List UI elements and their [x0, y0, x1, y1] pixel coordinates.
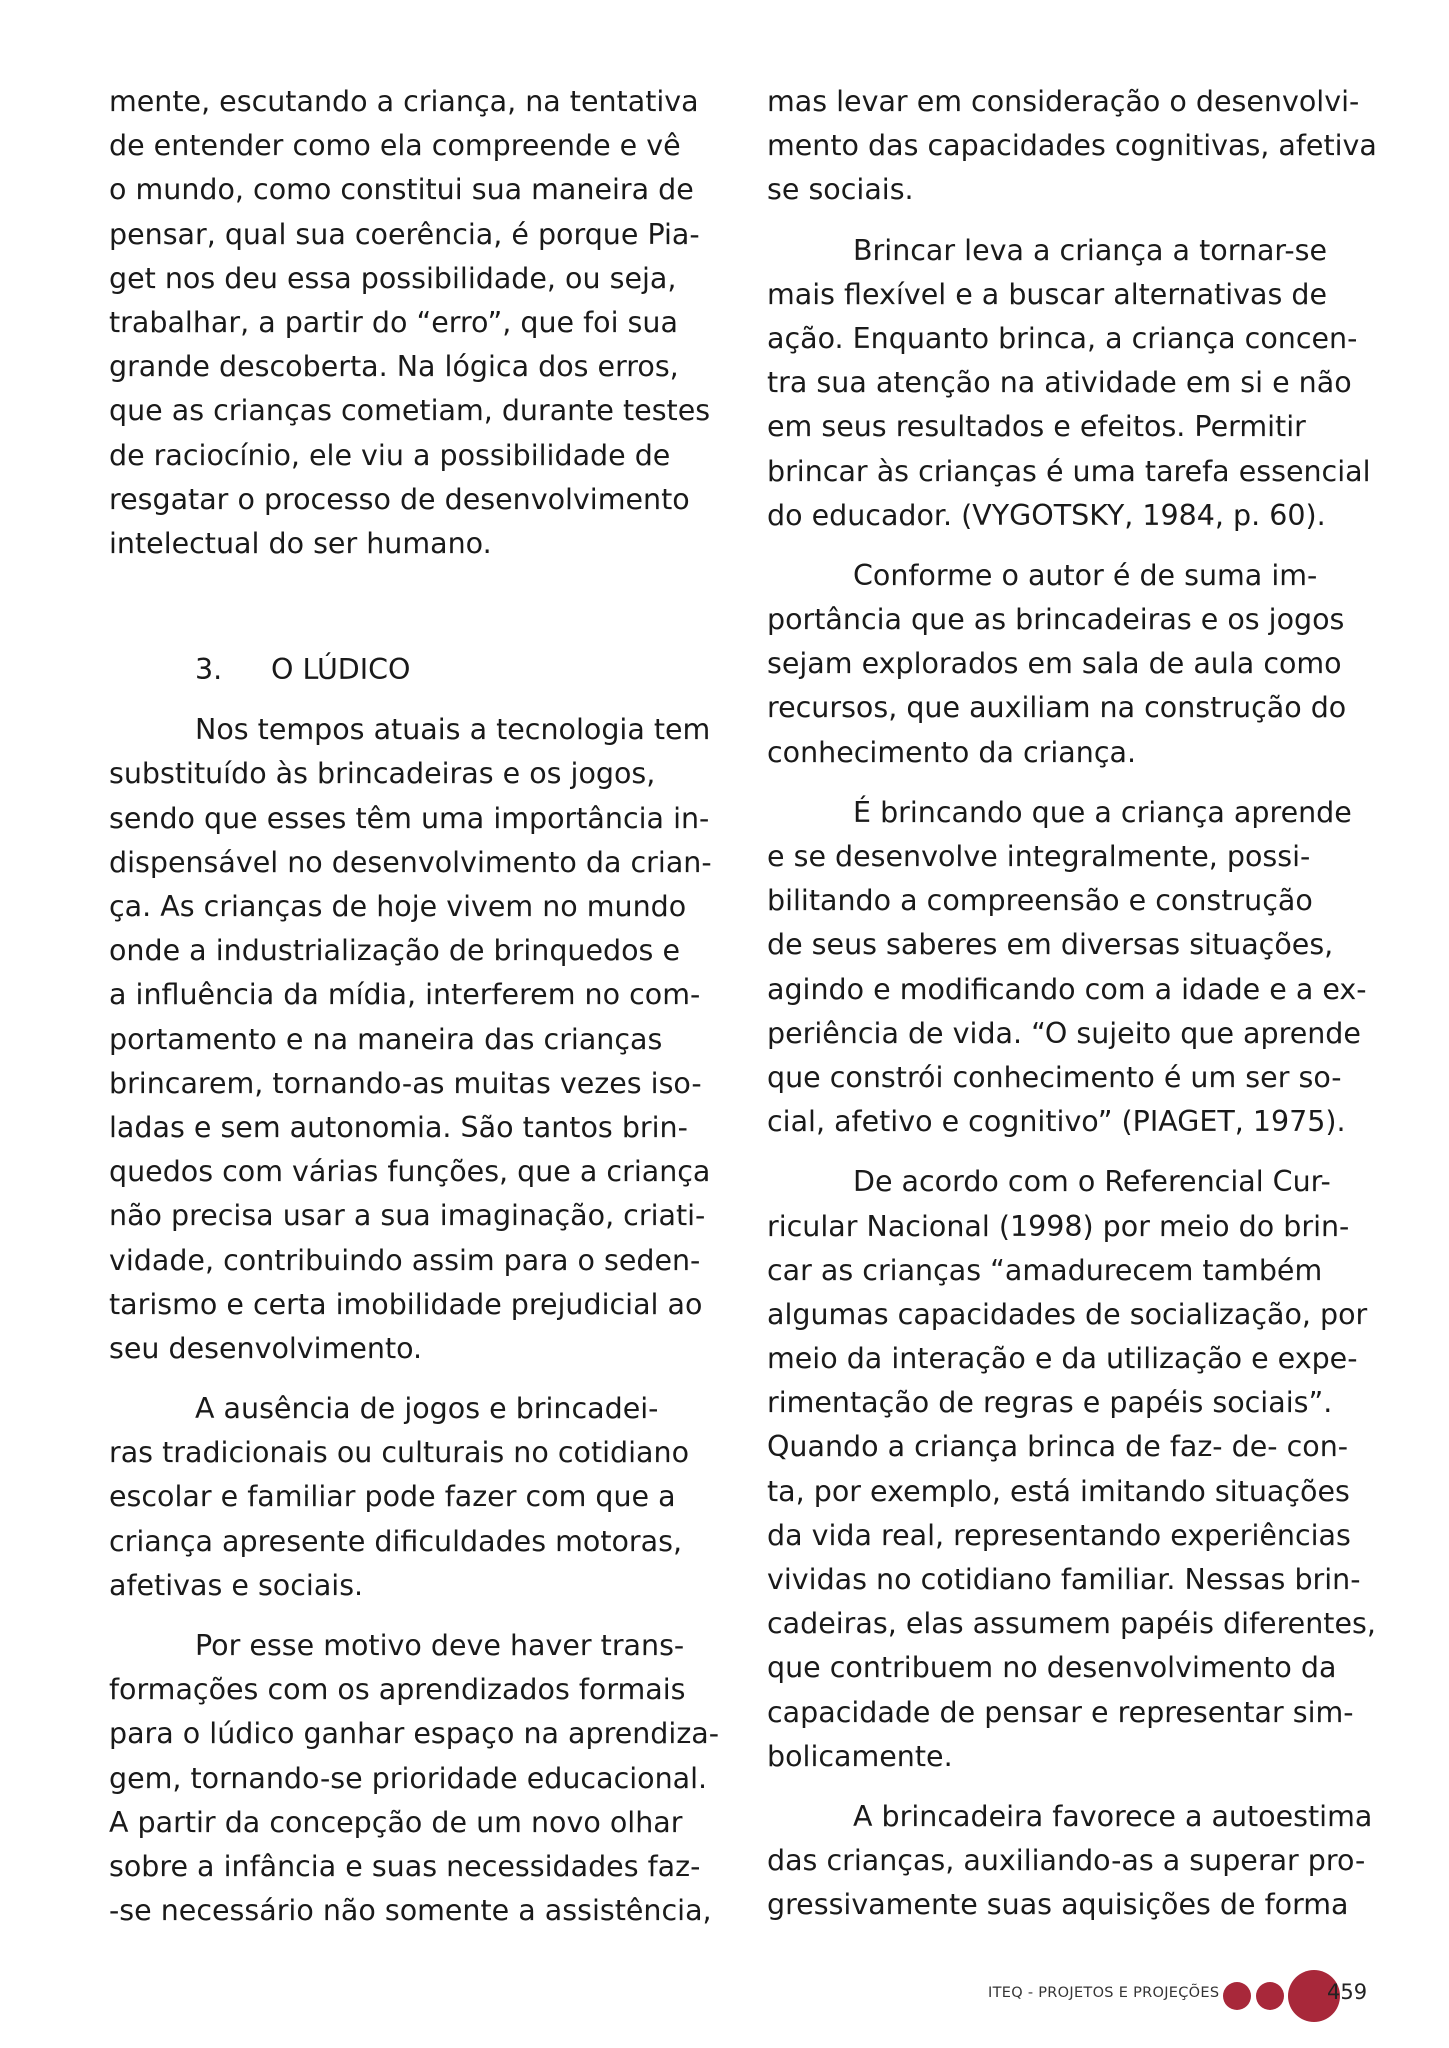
decorative-dot-icon [1256, 1982, 1284, 2010]
text-line: e se desenvolve integralmente, possi- [767, 840, 1311, 873]
text-line: cadeiras, elas assumem papéis diferentes, [767, 1607, 1376, 1641]
text-line: ladas e sem autonomia. São tantos brin- [109, 1110, 688, 1144]
text-line: a influência da mídia, interferem no com- [109, 978, 701, 1012]
text-line: mente, escutando a criança, na tentativa [109, 85, 699, 118]
text-line: formações com os aprendizados formais [109, 1673, 686, 1707]
text-line: meio da interação e da utilização e expe- [767, 1342, 1358, 1376]
text-line: De acordo com o Referencial Cur- [853, 1165, 1331, 1199]
text-line: sejam explorados em sala de aula como [767, 647, 1342, 681]
text-line: o mundo, como constitui sua maneira de [109, 173, 694, 207]
text-line: conhecimento da criança. [767, 735, 1137, 769]
text-line: escolar e familiar pode fazer com que a [109, 1480, 676, 1514]
text-line: algumas capacidades de socialização, por [767, 1297, 1368, 1331]
text-line: bolicamente. [767, 1739, 953, 1773]
text-line: brincar às crianças é uma tarefa essencial [767, 454, 1371, 488]
footer-label: ITEQ - PROJETOS E PROJEÇÕES [988, 1985, 1220, 2001]
text-line: trabalhar, a partir do “erro”, que foi sua [109, 305, 678, 339]
paragraph [109, 1387, 709, 1608]
text-line: car as crianças “amadurecem também [767, 1253, 1323, 1287]
text-line: agindo e modificando com a idade e a ex- [767, 972, 1367, 1006]
text-line: gem, tornando-se prioridade educacional. [109, 1761, 708, 1795]
paragraph [767, 1160, 1376, 1779]
text-line: portamento e na maneira das crianças [109, 1022, 663, 1056]
text-line: A brincadeira favorece a autoestima [853, 1799, 1373, 1833]
text-line: tra sua atenção na atividade em si e não [767, 366, 1352, 400]
paragraph [767, 1795, 1373, 1928]
text-line: rimentação de regras e papéis sociais”. [767, 1386, 1333, 1420]
paragraph [767, 554, 1367, 775]
paragraph [767, 80, 1377, 213]
text-line: criança apresente dificuldades motoras, [109, 1524, 683, 1558]
text-line: para o lúdico ganhar espaço na aprendiza- [109, 1717, 720, 1751]
text-line: quedos com várias funções, que a criança [109, 1155, 711, 1189]
text-line: cial, afetivo e cognitivo” (PIAGET, 1975). [767, 1105, 1346, 1139]
text-line: recursos, que auxiliam na construção do [767, 691, 1347, 725]
text-line: de raciocínio, ele viu a possibilidade de [109, 438, 671, 472]
text-line: grande descoberta. Na lógica dos erros, [109, 350, 679, 384]
text-line: A partir da concepção de um novo olhar [109, 1805, 683, 1839]
text-line: não precisa usar a sua imaginação, criati- [109, 1199, 706, 1233]
text-line: ricular Nacional (1998) por meio do brin- [767, 1209, 1350, 1243]
paragraph [109, 1624, 720, 1933]
text-line: brincarem, tornando-as muitas vezes iso- [109, 1066, 702, 1100]
text-line: que as crianças cometiam, durante testes [109, 394, 711, 428]
page-footer [0, 1966, 1449, 2026]
text-line: ça. As crianças de hoje vivem no mundo [109, 890, 687, 923]
section-number: 3. [195, 653, 223, 687]
text-line: substituído às brincadeiras e os jogos, [109, 757, 656, 791]
text-line: onde a industrialização de brinquedos e [109, 934, 680, 968]
text-line: Conforme o autor é de suma im- [853, 558, 1318, 592]
text-line: bilitando a compreensão e construção [767, 884, 1313, 918]
text-line: portância que as brincadeiras e os jogos [767, 603, 1345, 637]
text-line: tarismo e certa imobilidade prejudicial ao [109, 1287, 703, 1321]
text-line: -se necessário não somente a assistência, [109, 1894, 712, 1928]
text-line: que contribuem no desenvolvimento da [767, 1651, 1337, 1685]
text-line: mais flexível e a buscar alternativas de [767, 277, 1328, 311]
text-line: das crianças, auxiliando-as a superar pro- [767, 1844, 1366, 1878]
text-line: da vida real, representando experiências [767, 1518, 1351, 1552]
text-line: É brincando que a criança aprende [853, 795, 1352, 829]
text-line: vividas no cotidiano familiar. Nessas brin- [767, 1563, 1361, 1596]
text-line: mas levar em consideração o desenvolvi- [767, 85, 1360, 118]
text-line: ras tradicionais ou culturais no cotidiano [109, 1436, 690, 1470]
paragraph [767, 229, 1371, 538]
text-line: Nos tempos atuais a tecnologia tem [195, 713, 711, 747]
text-line: gressivamente suas aquisições de forma [767, 1888, 1349, 1922]
text-line: que constrói conhecimento é um ser so- [767, 1060, 1342, 1094]
paragraph [109, 80, 709, 566]
text-line: A ausência de jogos e brincadei- [195, 1392, 659, 1426]
text-line: mento das capacidades cognitivas, afetiva [767, 129, 1377, 163]
paragraph [109, 708, 712, 1371]
text-line: se sociais. [767, 173, 914, 207]
page-number: 459 [1327, 1980, 1368, 2004]
text-line: seu desenvolvimento. [109, 1331, 423, 1365]
left-column [109, 80, 720, 1949]
text-line: get nos deu essa possibilidade, ou seja, [109, 261, 677, 295]
text-line: afetivas e sociais. [109, 1568, 364, 1602]
text-line: vidade, contribuindo assim para o seden- [109, 1243, 701, 1277]
text-line: Brincar leva a criança a tornar-se [853, 233, 1327, 267]
paragraph [767, 791, 1367, 1145]
text-line: ação. Enquanto brinca, a criança concen- [767, 321, 1358, 355]
section-title: O LÚDICO [271, 653, 411, 687]
text-line: capacidade de pensar e representar sim- [767, 1695, 1354, 1729]
text-line: resgatar o processo de desenvolvimento [109, 482, 690, 516]
section-heading [109, 648, 709, 692]
text-line: de entender como ela compreende e vê [109, 129, 681, 163]
text-line: pensar, qual sua coerência, é porque Pia- [109, 217, 700, 251]
text-line: sobre a infância e suas necessidades faz- [109, 1849, 701, 1883]
text-line: de seus saberes em diversas situações, [767, 928, 1334, 962]
text-line: periência de vida. “O sujeito que aprende [767, 1016, 1361, 1050]
text-line: intelectual do ser humano. [109, 526, 492, 560]
text-line: Quando a criança brinca de faz- de- con- [767, 1430, 1349, 1464]
right-column [767, 80, 1377, 1944]
text-line: dispensável no desenvolvimento da crian- [109, 845, 712, 879]
text-line: ta, por exemplo, está imitando situações [767, 1474, 1350, 1508]
text-line: do educador. (VYGOTSKY, 1984, p. 60). [767, 498, 1326, 532]
text-line: em seus resultados e efeitos. Permitir [767, 410, 1306, 444]
text-line: sendo que esses têm uma importância in- [109, 801, 710, 835]
text-line: Por esse motivo deve haver trans- [195, 1629, 685, 1662]
decorative-dot-icon [1223, 1982, 1251, 2010]
